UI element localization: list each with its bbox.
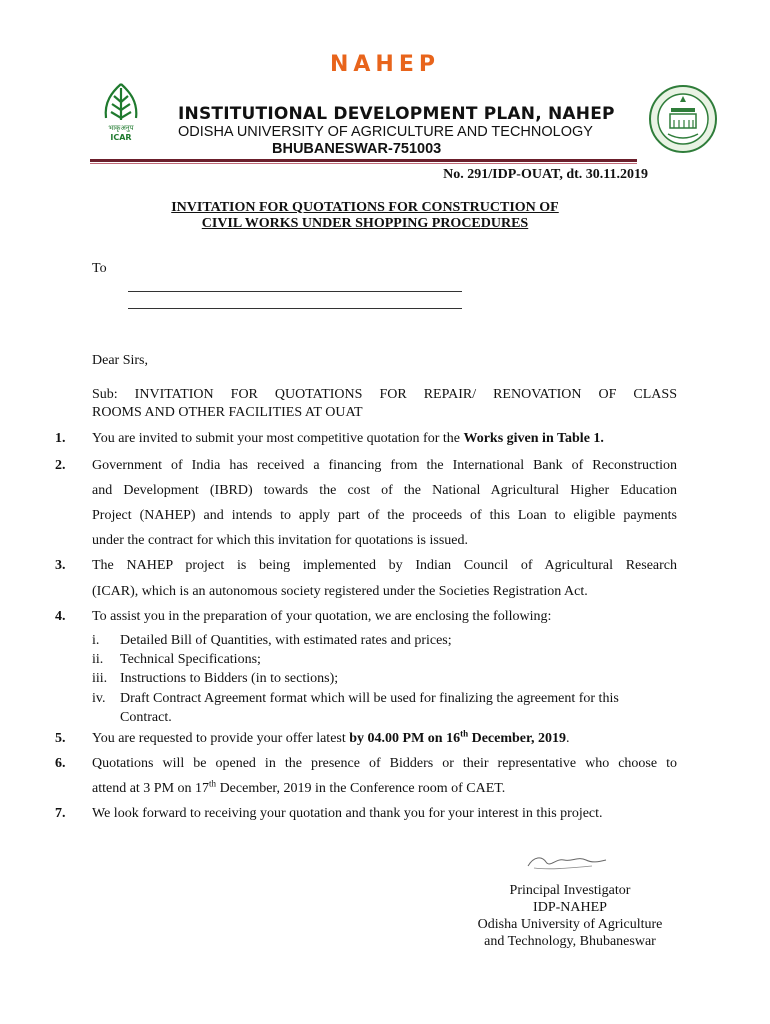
document-heading: INVITATION FOR QUOTATIONS FOR CONSTRUCTION OF CIVIL WORKS UNDER SHOPPING PROCEDURES	[171, 200, 559, 231]
header-divider-thin	[90, 163, 637, 164]
item-number: 2.	[55, 458, 66, 473]
header-divider	[90, 159, 637, 162]
icar-logo-label: ICAR	[110, 133, 132, 142]
item-2-line: and Development (IBRD) towards the cost of the National Agricultural Higher Education	[92, 483, 677, 498]
item-2-line: Project (NAHEP) and intends to apply part of the proceeds of this Loan to eligible payments	[92, 508, 677, 523]
icar-logo-icon	[92, 78, 150, 144]
item-3-line: The NAHEP project is being implemented by Indian Council of Agricultural Research	[92, 558, 677, 573]
item-number: 3.	[55, 558, 66, 573]
svg-text:भाकृअनुप: भाकृअनुप	[108, 124, 134, 132]
item-number: 7.	[55, 806, 66, 821]
item-6-line: attend at 3 PM on 17th December, 2019 in the Conference room of CAET.	[92, 778, 506, 796]
enclosure-number: ii.	[92, 652, 104, 667]
enclosure-item: Technical Specifications;	[120, 652, 261, 667]
addressee-to: To	[92, 261, 107, 276]
addressee-line-2	[128, 308, 462, 309]
enclosure-item: Detailed Bill of Quantities, with estimated rates and prices;	[120, 633, 452, 648]
item-4-intro: To assist you in the preparation of your quotation, we are enclosing the following:	[92, 609, 552, 624]
item-number: 1.	[55, 431, 66, 446]
item-2-line: under the contract for which this invitation for quotations is issued.	[92, 533, 468, 548]
signatory-block	[460, 882, 680, 950]
enclosure-item-continued: Contract.	[120, 710, 172, 725]
item-6-line: Quotations will be opened in the presence of Bidders or their representative who choose to	[92, 756, 677, 771]
item-number: 6.	[55, 756, 66, 771]
item-7-text: We look forward to receiving your quotation and thank you for your interest in this project.	[92, 806, 603, 821]
signatory-org-line-1: Odisha University of Agriculture	[477, 917, 663, 932]
enclosure-number: i.	[92, 633, 100, 648]
enclosure-item: Draft Contract Agreement format which will be used for finalizing the agreement for this	[120, 691, 619, 706]
reference-number: No. 291/IDP-OUAT, dt. 30.11.2019	[443, 167, 648, 182]
nahep-logo-text: NAHEP	[329, 52, 440, 77]
salutation: Dear Sirs,	[92, 353, 148, 368]
signature-mark	[520, 848, 610, 876]
ouat-seal-icon	[648, 84, 718, 154]
item-2-line: Government of India has received a financing from the International Bank of Reconstruction	[92, 458, 677, 473]
signatory-designation: Principal Investigator	[509, 883, 631, 898]
addressee-line-1	[128, 291, 462, 292]
university-city: BHUBANESWAR-751003	[272, 141, 442, 157]
signatory-project: IDP-NAHEP	[533, 900, 607, 915]
item-5-text: You are requested to provide your offer latest by 04.00 PM on 16th December, 2019.	[92, 728, 570, 746]
subject: Sub: INVITATION FOR QUOTATIONS FOR REPAIR/ RENOVATION OF CLASS ROOMS AND OTHER FACILITIES AT OUAT	[92, 387, 677, 420]
university-name: ODISHA UNIVERSITY OF AGRICULTURE AND TECHNOLOGY	[178, 124, 593, 140]
item-3-line: (ICAR), which is an autonomous society registered under the Societies Registration Act.	[92, 584, 588, 599]
item-number: 5.	[55, 731, 66, 746]
item-number: 4.	[55, 609, 66, 624]
institution-plan-title: INSTITUTIONAL DEVELOPMENT PLAN, NAHEP	[178, 104, 615, 124]
enclosure-number: iv.	[92, 691, 106, 706]
enclosure-item: Instructions to Bidders (in to sections);	[120, 671, 339, 686]
signatory-org-line-2: and Technology, Bhubaneswar	[484, 934, 656, 949]
item-1-text: You are invited to submit your most competitive quotation for the Works given in Table 1.	[92, 431, 604, 446]
enclosure-number: iii.	[92, 671, 108, 686]
